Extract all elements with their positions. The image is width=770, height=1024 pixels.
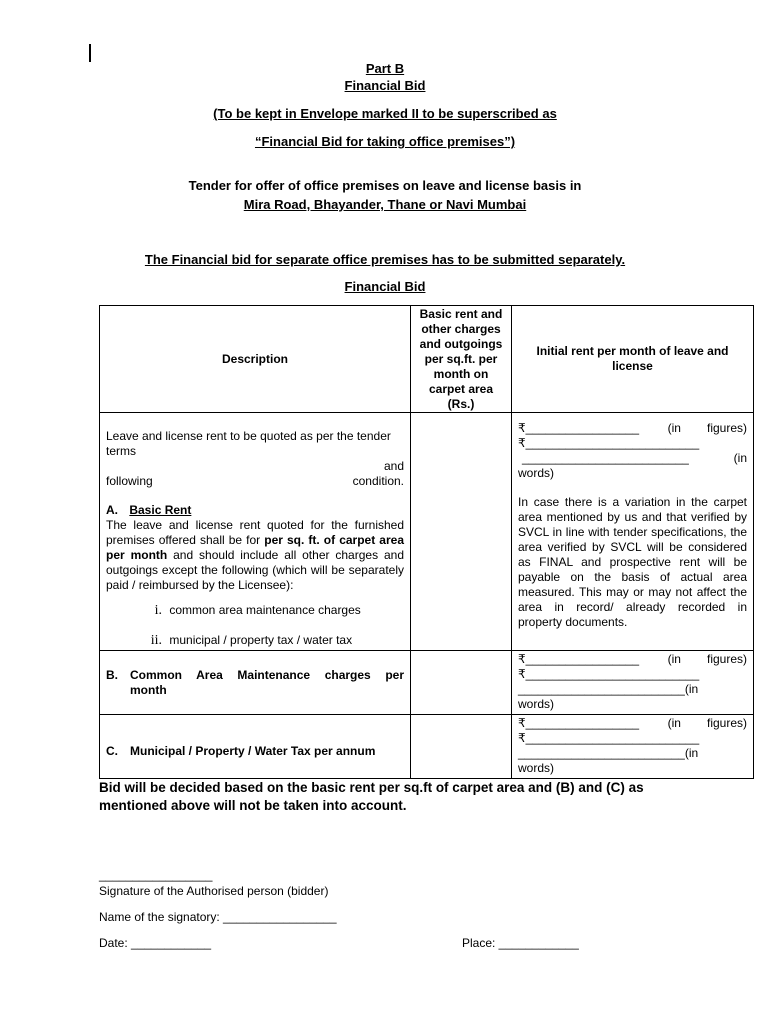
row-a-words-blank-2: _________________________ <box>522 451 689 465</box>
part-label: Part B <box>365 61 405 76</box>
tender-line-1: Tender for offer of office premises on leave and license basis in <box>188 178 582 193</box>
carpet-area-note: In case there is a variation in the carpet area mentioned by us and that verified by SVCL in line with tender specifications, the area verified by SVCL will be considered as FINAL and prospective rent will be payable on the basis of actual area measured. This may or may not affect the area in record/ already recorded in property documents. <box>518 495 747 629</box>
row-a-intro-and: and <box>383 459 404 473</box>
table-header-row <box>100 306 754 413</box>
row-b-figures-blank: ₹_________________ <box>518 652 640 666</box>
row-c-description: C. Municipal / Property / Water Tax per annum <box>100 715 411 779</box>
row-a-intro-2: following <box>106 474 153 488</box>
date-field: Date: ____________ <box>99 936 212 950</box>
exclusion-item-ii: ii. municipal / property tax / water tax <box>150 633 353 648</box>
signatory-name-field: Name of the signatory: _________________ <box>99 910 337 924</box>
row-a-intro-1: Leave and license rent to be quoted as per the tender terms <box>106 429 391 458</box>
bid-decision-note: Bid will be decided based on the basic rent per sq.ft of carpet area and (B) and (C) as mentioned above will not be taken into account. <box>99 780 644 813</box>
table-title: Financial Bid <box>344 279 426 294</box>
header-basic-rent: Basic rent and other charges and outgoings per sq.ft. per month on carpet area (Rs.) <box>411 306 512 413</box>
page-title: Financial Bid <box>344 78 426 93</box>
envelope-note: (To be kept in Envelope marked II to be superscribed as <box>213 106 557 121</box>
header-description: Description <box>100 306 411 413</box>
row-c-rate-cell[interactable] <box>411 715 512 779</box>
text-cursor <box>89 44 91 62</box>
row-a-rent-cell[interactable]: ₹_________________ (in figures) ₹__________________________ _________________________ (in words) In case there is a variation in the carpet area mentioned by us and that verified by SVCL in line with tender specifications, the area verified by SVCL will be considered as FINAL and prospective rent will be payable on the basis of actual area measured. This may or may not affect the area in record/ already recorded in property documents. <box>512 413 754 651</box>
separate-note: The Financial bid for separate office premises has to be submitted separately. <box>144 252 626 267</box>
signature-label: Signature of the Authorised person (bidder) <box>99 884 329 898</box>
tender-line-2: Mira Road, Bhayander, Thane or Navi Mumbai <box>243 197 527 212</box>
exclusion-item-i: i. common area maintenance charges <box>154 603 361 618</box>
superscription: “Financial Bid for taking office premises”) <box>254 134 516 149</box>
row-common-area <box>100 651 754 715</box>
row-a-words-blank-1: ₹__________________________ <box>518 436 700 450</box>
header-initial-rent: Initial rent per month of leave and license <box>512 306 754 413</box>
row-a-rate-cell[interactable] <box>411 413 512 651</box>
row-b-rent-cell[interactable]: ₹_________________ (in figures) ₹__________________________ _________________________(in words) <box>512 651 754 715</box>
row-c-figures-blank: ₹_________________ <box>518 716 640 730</box>
basic-rent-body: The leave and license rent quoted for the furnished premises offered shall be for per sq. ft. of carpet area per month and should include all other charges and outgoings except the following (which will be separately paid / reimbursed by the Licensee): <box>106 518 404 592</box>
row-a-description <box>100 413 411 651</box>
basic-rent-heading: A. Basic Rent <box>106 503 192 517</box>
signature-line: _________________ <box>99 868 213 882</box>
row-c-rent-cell[interactable]: ₹_________________ (in figures) ₹__________________________ _________________________(in words) <box>512 715 754 779</box>
row-basic-rent <box>100 413 754 651</box>
row-a-figures-blank: ₹_________________ <box>518 421 640 435</box>
row-b-description: B. Common Area Maintenance charges per month <box>100 651 411 715</box>
place-field: Place: ____________ <box>462 936 579 950</box>
row-b-rate-cell[interactable] <box>411 651 512 715</box>
row-a-intro-3: condition. <box>352 474 404 488</box>
row-municipal-tax <box>100 715 754 779</box>
financial-bid-table <box>99 305 754 779</box>
